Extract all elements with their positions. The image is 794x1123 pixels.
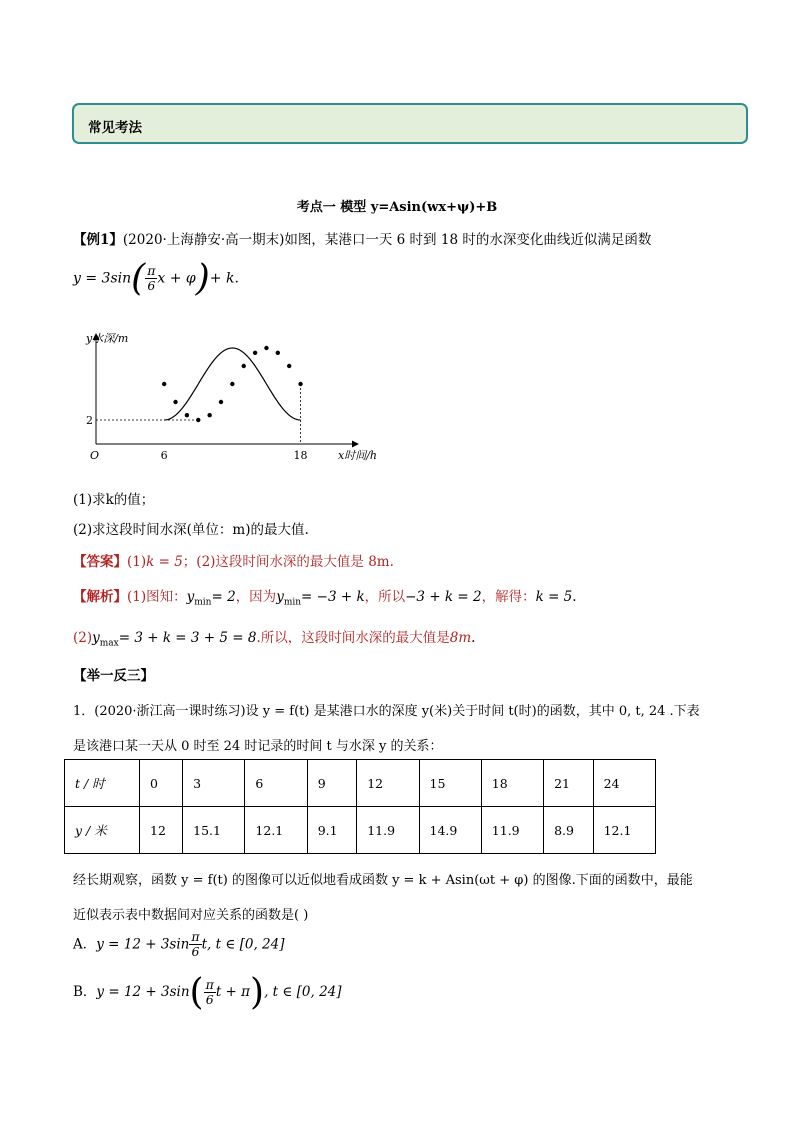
ymin-var-2: y bbox=[276, 589, 284, 605]
observation-line1: 经长期观察，函数 y = f(t) 的图像可以近似地看成函数 y = k + Asin(ωt + φ) 的图像.下面的函数中，最能 bbox=[73, 873, 693, 888]
analysis-sol: k = 5 bbox=[535, 589, 573, 605]
ymin-sub: min bbox=[194, 597, 212, 608]
table-cell: 15 bbox=[419, 760, 481, 807]
ymin-var: y bbox=[186, 589, 195, 605]
formula-left: y = 3sin bbox=[73, 270, 132, 287]
analysis-mid2: ，所以 bbox=[364, 589, 406, 605]
table-cell: 24 bbox=[593, 760, 655, 807]
y-tick-label-2: 2 bbox=[86, 414, 93, 427]
table-cell: 18 bbox=[481, 760, 543, 807]
data-point-8 bbox=[185, 413, 189, 417]
table-cell: 14.9 bbox=[419, 807, 481, 854]
data-points bbox=[162, 346, 303, 422]
analysis-p1: (1)图知： bbox=[127, 589, 187, 605]
option-a-num: π bbox=[191, 929, 200, 944]
y-axis-label: y水深/m bbox=[86, 332, 129, 345]
table-cell: 12 bbox=[357, 760, 419, 807]
formula-inner: x + φ bbox=[157, 270, 196, 287]
analysis2-text: .所以，这段时间水深的最大值是 bbox=[256, 630, 450, 646]
table-cell: 11.9 bbox=[357, 807, 419, 854]
option-a-fraction bbox=[189, 930, 201, 960]
analysis2-end: . bbox=[471, 630, 476, 646]
ymin2-val: = −3 + k bbox=[301, 589, 365, 605]
answer-line bbox=[73, 550, 394, 570]
table-cell: 21 bbox=[544, 760, 594, 807]
data-point-11 bbox=[219, 400, 223, 404]
table-cell: 3 bbox=[183, 760, 245, 807]
formula-fraction bbox=[145, 264, 157, 294]
data-point-16 bbox=[276, 351, 280, 355]
option-a-post: t, t ∈ [0, 24] bbox=[201, 936, 285, 953]
analysis2-line bbox=[73, 626, 475, 649]
ymax-var: y bbox=[92, 630, 100, 646]
question-2: (2)求这段时间水深(单位：m)的最大值. bbox=[73, 522, 309, 538]
analysis2-ans: 8m bbox=[449, 630, 472, 646]
analysis-mid1: ，因为 bbox=[235, 589, 277, 605]
table-header-t: t / 时 bbox=[65, 760, 140, 807]
table-row bbox=[65, 760, 656, 807]
option-b-label: B． bbox=[73, 984, 97, 1000]
x-axis-label: x时间/h bbox=[338, 449, 377, 462]
practice-heading: 【举一反三】 bbox=[73, 668, 154, 684]
data-point-10 bbox=[207, 413, 211, 417]
answer-k: k = 5 bbox=[146, 554, 183, 570]
answer-label: 【答案】 bbox=[73, 554, 127, 570]
formula-end: . bbox=[234, 270, 239, 287]
option-a-label: A． bbox=[73, 936, 97, 953]
option-b-mid: t + π bbox=[215, 984, 251, 1000]
data-point-7 bbox=[173, 400, 177, 404]
ymin-val: = 2 bbox=[211, 589, 236, 605]
data-point-15 bbox=[264, 346, 268, 350]
data-point-12 bbox=[230, 382, 234, 386]
origin-label: O bbox=[90, 449, 100, 462]
x-axis-arrow bbox=[352, 441, 359, 448]
frac-num: π bbox=[147, 262, 156, 278]
option-b-paren-close: ) bbox=[250, 972, 265, 1013]
table-cell: 12 bbox=[140, 807, 183, 854]
option-b-paren-open: ( bbox=[189, 972, 204, 1013]
option-b-fraction bbox=[204, 978, 216, 1008]
example1-line bbox=[73, 228, 651, 248]
table-row bbox=[65, 807, 656, 854]
paren-open: ( bbox=[131, 258, 146, 299]
ymax-sub: max bbox=[99, 638, 119, 649]
option-b bbox=[73, 972, 342, 1013]
table-cell: 8.9 bbox=[544, 807, 594, 854]
table-cell: 12.1 bbox=[593, 807, 655, 854]
formula-right: + k bbox=[209, 270, 235, 287]
option-b-pre: y = 12 + 3sin bbox=[96, 984, 190, 1000]
table-cell: 9 bbox=[307, 760, 357, 807]
depth-table bbox=[64, 759, 656, 854]
analysis-mid3: ，解得： bbox=[481, 589, 536, 605]
answer-sep: ； bbox=[182, 554, 197, 570]
analysis-eq: −3 + k = 2 bbox=[405, 589, 482, 605]
answer-part1: (1) bbox=[127, 554, 147, 570]
option-a bbox=[73, 930, 285, 960]
example1-formula bbox=[73, 258, 239, 299]
banner-title: 常见考法 bbox=[88, 120, 142, 136]
question-1: (1)求k的值； bbox=[73, 492, 155, 508]
paren-close: ) bbox=[195, 258, 210, 299]
data-point-6 bbox=[162, 382, 166, 386]
data-point-13 bbox=[242, 364, 246, 368]
data-point-18 bbox=[298, 382, 302, 386]
analysis2-p: (2) bbox=[73, 630, 93, 646]
analysis-line bbox=[73, 585, 577, 608]
x-tick-label-18: 18 bbox=[293, 449, 308, 462]
section-banner bbox=[72, 103, 748, 144]
option-a-pre: y = 12 + 3sin bbox=[96, 936, 190, 953]
section-heading: 考点一 模型 y=Asin(wx+ψ)+B bbox=[296, 200, 498, 215]
table-cell: 0 bbox=[140, 760, 183, 807]
data-point-17 bbox=[287, 364, 291, 368]
option-b-den: 6 bbox=[205, 992, 214, 1007]
x-tick-label-6: 6 bbox=[160, 449, 168, 462]
observation-line2: 近似表示表中数据间对应关系的函数是( ) bbox=[73, 908, 309, 923]
option-b-post: , t ∈ [0, 24] bbox=[264, 984, 342, 1000]
example1-label: 【例1】 bbox=[73, 232, 123, 248]
exercise1-line2: 是该港口某一天从 0 时至 24 时记录的时间 t 与水深 y 的关系： bbox=[73, 739, 443, 754]
data-point-9 bbox=[196, 418, 200, 422]
example1-source: (2020·上海静安·高一期末) bbox=[122, 232, 285, 248]
exercise1-line1: 1．(2020·浙江高一课时练习)设 y = f(t) 是某港口水的深度 y(米)关于时间 t(时)的函数，其中 0, t, 24 .下表 bbox=[73, 704, 700, 719]
table-header-y: y / 米 bbox=[65, 807, 140, 854]
example1-text: 如图，某港口一天 6 时到 18 时的水深变化曲线近似满足函数 bbox=[284, 232, 652, 248]
table-cell: 9.1 bbox=[307, 807, 357, 854]
frac-den: 6 bbox=[147, 278, 156, 293]
ymin-sub-2: min bbox=[283, 597, 302, 608]
table-cell: 11.9 bbox=[481, 807, 543, 854]
ymax-val: = 3 + k = 3 + 5 = 8 bbox=[118, 630, 257, 646]
water-depth-chart bbox=[72, 318, 377, 468]
table-cell: 6 bbox=[245, 760, 307, 807]
data-point-14 bbox=[253, 351, 257, 355]
answer-part2: (2)这段时间水深的最大值是 8m. bbox=[196, 554, 394, 570]
table-cell: 15.1 bbox=[183, 807, 245, 854]
table-cell: 12.1 bbox=[245, 807, 307, 854]
analysis-end: . bbox=[572, 589, 577, 605]
option-b-num: π bbox=[205, 976, 214, 992]
analysis-label: 【解析】 bbox=[73, 589, 127, 605]
option-a-den: 6 bbox=[191, 944, 200, 960]
